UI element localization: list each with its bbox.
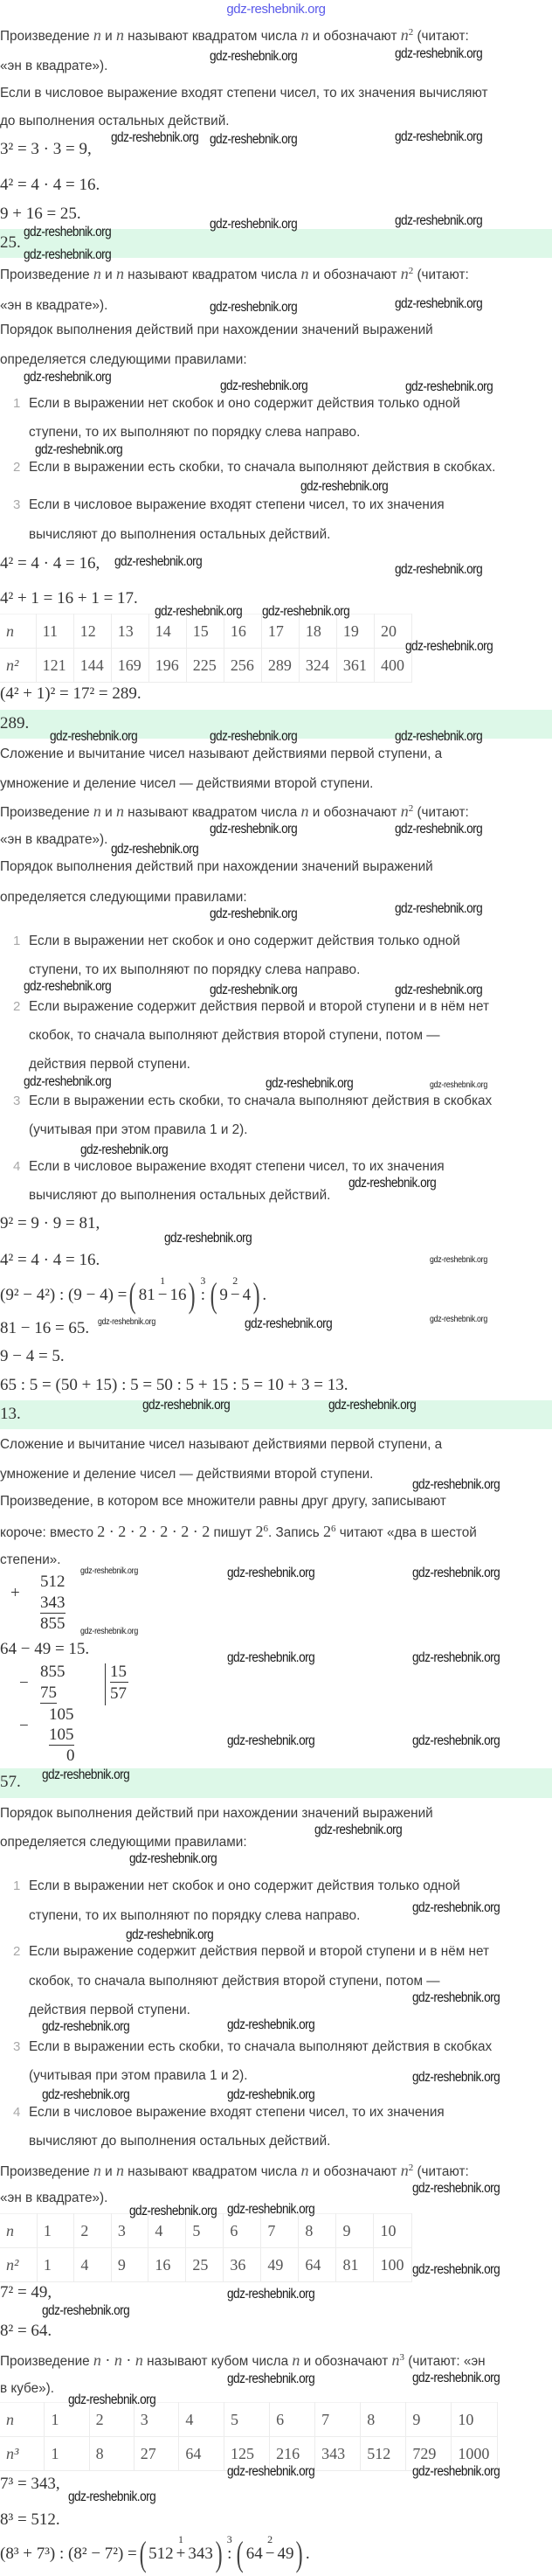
table-cell: 9 bbox=[336, 2214, 374, 2248]
rule-powers: Если в числовое выражение входят степени чисел, то их значения bbox=[29, 497, 445, 512]
table-cell: 1 bbox=[45, 2403, 89, 2437]
watermark: gdz-reshebnik.org bbox=[412, 2070, 500, 2085]
n-row bbox=[0, 2403, 498, 2437]
watermark: gdz-reshebnik.org bbox=[430, 1080, 487, 1090]
watermark: gdz-reshebnik.org bbox=[42, 2019, 130, 2034]
order-heading-line2: определяется следующими правилами: bbox=[0, 890, 247, 905]
order-expression: (9² − 4²) : (9 − 4) = ( 81 1 − 16 ) 3 : ( 9 2 − 4 ) . bbox=[0, 1274, 267, 1315]
table-cell: 9 bbox=[111, 2248, 148, 2282]
table-cell: 4 bbox=[148, 2214, 186, 2248]
watermark: gdz-reshebnik.org bbox=[227, 2087, 315, 2102]
answer-band bbox=[0, 1400, 552, 1429]
watermark: gdz-reshebnik.org bbox=[412, 2262, 500, 2277]
table-cell: 2 bbox=[74, 2214, 112, 2248]
rule-powers-line2: вычисляют до выполнения остальных действий. bbox=[29, 1188, 331, 1203]
rule-stages-line2: скобок, то сначала выполняют действия второй ступени, потом — bbox=[29, 1028, 440, 1043]
watermark: gdz-reshebnik.org bbox=[412, 2181, 500, 2196]
watermark: gdz-reshebnik.org bbox=[98, 1317, 155, 1327]
rule-number: 1 bbox=[13, 1878, 21, 1893]
power-definition-line3: степени». bbox=[0, 1552, 61, 1567]
square-definition-line2: «эн в квадрате»). bbox=[0, 2191, 108, 2205]
watermark: gdz-reshebnik.org bbox=[227, 2464, 315, 2479]
division-bar bbox=[105, 1663, 106, 1705]
table-cell: 9 bbox=[406, 2403, 452, 2437]
squares-table bbox=[0, 2213, 412, 2282]
rule-number: 4 bbox=[13, 1159, 21, 1174]
watermark: gdz-reshebnik.org bbox=[395, 129, 483, 144]
cubes-table bbox=[0, 2402, 498, 2471]
watermark: gdz-reshebnik.org bbox=[412, 1566, 500, 1580]
watermark: gdz-reshebnik.org bbox=[42, 2087, 130, 2102]
table-cell: 3 bbox=[111, 2214, 148, 2248]
rule-stages: Если выражение содержит действия первой и второй ступени и в нём нет bbox=[29, 999, 489, 1014]
rule-left-to-right: Если в выражении нет скобок и оно содержит действия только одной bbox=[29, 1878, 460, 1893]
watermark: gdz-reshebnik.org bbox=[395, 46, 483, 61]
dividend: 855 bbox=[40, 1663, 66, 1681]
watermark: gdz-reshebnik.org bbox=[164, 1231, 252, 1246]
watermark: gdz-reshebnik.org bbox=[412, 2371, 500, 2385]
watermark: gdz-reshebnik.org bbox=[430, 1315, 487, 1324]
table-cell: 10 bbox=[374, 2214, 412, 2248]
watermark: gdz-reshebnik.org bbox=[412, 2464, 500, 2479]
table-cell: 125 bbox=[224, 2437, 270, 2471]
answer: 13. bbox=[0, 1405, 21, 1423]
rule-number: 1 bbox=[13, 396, 21, 411]
cube-definition-line2: в кубе»). bbox=[0, 2381, 55, 2396]
step: 81 − 16 = 65. bbox=[0, 1319, 90, 1337]
square-definition: Произведение n и n называют квадратом числа n и обозначают $n^2$ (читают: bbox=[0, 26, 469, 44]
table-cell: 64 bbox=[179, 2437, 224, 2471]
rule-powers-line2: вычисляют до выполнения остальных действий. bbox=[29, 2134, 331, 2149]
watermark: gdz-reshebnik.org bbox=[245, 1316, 333, 1331]
table-cell: 324 bbox=[299, 649, 336, 683]
watermark: gdz-reshebnik.org bbox=[80, 1142, 169, 1157]
table-cell: 100 bbox=[374, 2248, 412, 2282]
table-cell: 19 bbox=[336, 614, 374, 649]
table-cell: 5 bbox=[224, 2403, 270, 2437]
table-cell: 225 bbox=[186, 649, 224, 683]
watermark: gdz-reshebnik.org bbox=[24, 1074, 112, 1089]
power-definition-line2: короче: вместо 2 · 2 · 2 · 2 · 2 · 2 пишут $2^6$. Запись $2^6$ читают «два в шестой bbox=[0, 1523, 477, 1540]
watermark: gdz-reshebnik.org bbox=[405, 379, 493, 394]
table-cell: 7 bbox=[315, 2403, 361, 2437]
rule-brackets: Если в выражении есть скобки, то сначала выполняют действия в скобках bbox=[29, 1094, 493, 1108]
rule-left-to-right: Если в выражении нет скобок и оно содержит действия только одной bbox=[29, 934, 460, 948]
table-cell: 8 bbox=[299, 2214, 336, 2248]
table-cell: 18 bbox=[299, 614, 336, 649]
watermark: gdz-reshebnik.org bbox=[430, 1255, 487, 1265]
step: 8² = 64. bbox=[0, 2322, 52, 2340]
divisor: 15 bbox=[110, 1663, 127, 1681]
table-cell: 27 bbox=[134, 2437, 179, 2471]
watermark: gdz-reshebnik.org bbox=[24, 247, 112, 262]
watermark: gdz-reshebnik.org bbox=[111, 130, 199, 145]
answer: 57. bbox=[0, 1773, 21, 1791]
value-row bbox=[0, 2248, 412, 2282]
watermark: gdz-reshebnik.org bbox=[405, 639, 493, 654]
table-cell: 7 bbox=[261, 2214, 299, 2248]
order-heading: Порядок выполнения действий при нахождении значений выражений bbox=[0, 1806, 433, 1821]
value-row bbox=[0, 649, 412, 683]
rule-number: 1 bbox=[13, 934, 21, 948]
watermark: gdz-reshebnik.org bbox=[210, 217, 298, 232]
watermark: gdz-reshebnik.org bbox=[42, 2303, 130, 2318]
table-cell: 729 bbox=[406, 2437, 452, 2471]
watermark: gdz-reshebnik.org bbox=[395, 901, 483, 916]
watermark: gdz-reshebnik.org bbox=[395, 822, 483, 837]
table-cell: 2 bbox=[89, 2403, 134, 2437]
rule-powers: Если в числовое выражение входят степени чисел, то их значения bbox=[29, 1159, 445, 1174]
table-cell: 6 bbox=[270, 2403, 315, 2437]
watermark: gdz-reshebnik.org bbox=[114, 554, 203, 569]
table-cell: 12 bbox=[73, 614, 111, 649]
square-definition: Произведение n и n называют квадратом числа n и обозначают $n^2$ (читают: bbox=[0, 2162, 469, 2179]
watermark: gdz-reshebnik.org bbox=[80, 1627, 138, 1636]
watermark: gdz-reshebnik.org bbox=[68, 2489, 156, 2504]
watermark: gdz-reshebnik.org bbox=[328, 1398, 417, 1413]
watermark: gdz-reshebnik.org bbox=[210, 729, 298, 744]
watermark: gdz-reshebnik.org bbox=[24, 979, 112, 994]
watermark: gdz-reshebnik.org bbox=[412, 1477, 500, 1492]
order-expression: (8³ + 7³) : (8² − 7²) = ( 512 1 + 343 ) 3 : ( 64 2 − 49 ) . bbox=[0, 2533, 310, 2573]
rule-stages: Если выражение содержит действия первой и второй ступени и в нём нет bbox=[29, 1944, 489, 1959]
table-cell: 1 bbox=[37, 2214, 74, 2248]
step: 7³ = 343, bbox=[0, 2475, 60, 2493]
watermark: gdz-reshebnik.org bbox=[80, 1566, 138, 1576]
rule-number: 2 bbox=[13, 1944, 21, 1959]
watermark: gdz-reshebnik.org bbox=[35, 442, 123, 457]
order-heading-line2: определяется следующими правилами: bbox=[0, 1835, 247, 1850]
table-cell: 8 bbox=[89, 2437, 134, 2471]
watermark: gdz-reshebnik.org bbox=[129, 1851, 217, 1866]
table-cell: 196 bbox=[148, 649, 186, 683]
step: 7² = 49, bbox=[0, 2283, 52, 2302]
rule-left-to-right-line2: ступени, то их выполняют по порядку слева направо. bbox=[29, 962, 361, 977]
table-cell: 13 bbox=[111, 614, 148, 649]
step: 9² = 9 · 9 = 81, bbox=[0, 1214, 100, 1232]
table-cell: 343 bbox=[315, 2437, 361, 2471]
watermark: gdz-reshebnik.org bbox=[220, 378, 308, 393]
watermark: gdz-reshebnik.org bbox=[227, 1566, 315, 1580]
rule-powers: Если в числовое выражение входят степени чисел, то их значения bbox=[29, 2105, 445, 2120]
step: 4² = 4 · 4 = 16. bbox=[0, 176, 100, 194]
powers-statement-line2: до выполнения остальных действий. bbox=[0, 114, 230, 128]
step: 4² = 4 · 4 = 16, bbox=[0, 554, 100, 573]
power-definition: Произведение, в котором все множители равны друг другу, записывают bbox=[0, 1494, 446, 1509]
watermark: gdz-reshebnik.org bbox=[129, 2204, 217, 2218]
table-cell: 216 bbox=[270, 2437, 315, 2471]
table-cell: 6 bbox=[224, 2214, 261, 2248]
table-cell: 20 bbox=[374, 614, 411, 649]
row-header: n bbox=[0, 2403, 45, 2437]
rule-number: 4 bbox=[13, 2105, 21, 2120]
table-cell: 25 bbox=[186, 2248, 224, 2282]
step: 9 − 4 = 5. bbox=[0, 1347, 65, 1365]
stages-definition: Сложение и вычитание чисел называют действиями первой ступени, а bbox=[0, 1437, 443, 1452]
table-cell: 17 bbox=[261, 614, 299, 649]
watermark: gdz-reshebnik.org bbox=[210, 132, 298, 147]
watermark: gdz-reshebnik.org bbox=[395, 562, 483, 577]
watermark: gdz-reshebnik.org bbox=[210, 300, 298, 315]
watermark: gdz-reshebnik.org bbox=[210, 906, 298, 921]
watermark: gdz-reshebnik.org bbox=[210, 49, 298, 64]
square-definition: Произведение n и n называют квадратом числа n и обозначают $n^2$ (читают: bbox=[0, 265, 469, 282]
watermark: gdz-reshebnik.org bbox=[262, 604, 350, 619]
addend: 512 bbox=[40, 1573, 66, 1591]
n-row bbox=[0, 614, 412, 649]
table-cell: 1 bbox=[37, 2248, 74, 2282]
square-definition: Произведение n и n называют квадратом числа n и обозначают $n^2$ (читают: bbox=[0, 802, 469, 820]
row-header: n³ bbox=[0, 2437, 45, 2471]
table-cell: 14 bbox=[148, 614, 186, 649]
addend: 343 bbox=[40, 1594, 66, 1612]
watermark: gdz-reshebnik.org bbox=[50, 729, 138, 744]
row-header: n bbox=[0, 2214, 37, 2248]
row-header: n² bbox=[0, 649, 36, 683]
rule-stages-line3: действия первой ступени. bbox=[29, 1057, 190, 1072]
watermark: gdz-reshebnik.org bbox=[227, 2202, 315, 2217]
watermark: gdz-reshebnik.org bbox=[412, 1650, 500, 1665]
row-header: n bbox=[0, 614, 36, 649]
order-heading-line2: определяется следующими правилами: bbox=[0, 352, 247, 367]
table-cell: 36 bbox=[224, 2248, 261, 2282]
rule-stages-line3: действия первой ступени. bbox=[29, 2003, 190, 2017]
watermark: gdz-reshebnik.org bbox=[412, 1900, 500, 1915]
rule-number: 2 bbox=[13, 999, 21, 1014]
remainder: 0 bbox=[66, 1746, 75, 1765]
watermark: gdz-reshebnik.org bbox=[126, 1927, 214, 1942]
rule-number: 3 bbox=[13, 497, 21, 512]
watermark: gdz-reshebnik.org bbox=[227, 1650, 315, 1665]
square-definition-line2: «эн в квадрате»). bbox=[0, 59, 108, 73]
table-cell: 4 bbox=[179, 2403, 224, 2437]
table-cell: 15 bbox=[186, 614, 224, 649]
row-header: n² bbox=[0, 2248, 37, 2282]
plus-sign: + bbox=[10, 1584, 20, 1602]
watermark: gdz-reshebnik.org bbox=[227, 2287, 315, 2302]
table-cell: 121 bbox=[36, 649, 73, 683]
table-cell: 10 bbox=[452, 2403, 498, 2437]
watermark: gdz-reshebnik.org bbox=[227, 2017, 315, 2032]
table-cell: 11 bbox=[36, 614, 73, 649]
watermark: gdz-reshebnik.org bbox=[395, 296, 483, 311]
stages-definition-line2: умножение и деление чисел — действиями второй ступени. bbox=[0, 776, 374, 791]
watermark: gdz-reshebnik.org bbox=[210, 822, 298, 837]
site-logo[interactable]: gdz-reshebnik.org bbox=[226, 2, 326, 17]
answer: 25. bbox=[0, 233, 21, 252]
remainder: 105 bbox=[49, 1705, 74, 1724]
rule-stages-line2: скобок, то сначала выполняют действия второй ступени, потом — bbox=[29, 1974, 440, 1989]
watermark: gdz-reshebnik.org bbox=[227, 1733, 315, 1748]
minus-sign: − bbox=[19, 1674, 29, 1692]
watermark: gdz-reshebnik.org bbox=[395, 729, 483, 744]
watermark: gdz-reshebnik.org bbox=[266, 1076, 354, 1091]
table-cell: 3 bbox=[134, 2403, 179, 2437]
table-cell: 512 bbox=[361, 2437, 406, 2471]
subtrahend: 105 bbox=[49, 1725, 74, 1744]
table-cell: 144 bbox=[73, 649, 111, 683]
order-heading: Порядок выполнения действий при нахождении значений выражений bbox=[0, 859, 433, 874]
subtrahend: 75 bbox=[40, 1684, 57, 1702]
square-definition-line2: «эн в квадрате»). bbox=[0, 298, 108, 313]
rule-number: 3 bbox=[13, 1094, 21, 1108]
watermark: gdz-reshebnik.org bbox=[155, 604, 243, 619]
table-cell: 49 bbox=[261, 2248, 299, 2282]
table-cell: 1 bbox=[45, 2437, 89, 2471]
watermark: gdz-reshebnik.org bbox=[24, 225, 112, 240]
step: 4² + 1 = 16 + 1 = 17. bbox=[0, 589, 138, 608]
watermark: gdz-reshebnik.org bbox=[412, 1990, 500, 2005]
table-cell: 64 bbox=[299, 2248, 336, 2282]
table-cell: 400 bbox=[374, 649, 411, 683]
cube-definition: Произведение n · n · n называют кубом числа n и обозначают $n^3$ (читают: «эн bbox=[0, 2351, 486, 2369]
minus-sign: − bbox=[19, 1717, 29, 1735]
watermark: gdz-reshebnik.org bbox=[42, 1767, 130, 1782]
rule-number: 3 bbox=[13, 2039, 21, 2054]
squares-table bbox=[0, 614, 412, 683]
rule-left-to-right-line2: ступени, то их выполняют по порядку слева направо. bbox=[29, 1908, 361, 1923]
table-cell: 256 bbox=[224, 649, 261, 683]
quotient: 57 bbox=[110, 1684, 127, 1703]
watermark: gdz-reshebnik.org bbox=[395, 982, 483, 997]
table-cell: 16 bbox=[148, 2248, 186, 2282]
table-cell: 4 bbox=[74, 2248, 112, 2282]
table-cell: 169 bbox=[111, 649, 148, 683]
stages-definition-line2: умножение и деление чисел — действиями второй ступени. bbox=[0, 1467, 374, 1482]
rule-brackets: Если в выражении есть скобки, то сначала выполняют действия в скобках. bbox=[29, 460, 496, 475]
watermark: gdz-reshebnik.org bbox=[24, 370, 112, 385]
watermark: gdz-reshebnik.org bbox=[395, 213, 483, 228]
rule-brackets-line2: (учитывая при этом правила 1 и 2). bbox=[29, 1122, 248, 1137]
answer: 289. bbox=[0, 714, 30, 733]
rule-number: 2 bbox=[13, 460, 21, 475]
final-step: (4² + 1)² = 17² = 289. bbox=[0, 684, 141, 703]
rule-brackets: Если в выражении есть скобки, то сначала выполняют действия в скобках bbox=[29, 2039, 493, 2054]
stages-definition: Сложение и вычитание чисел называют действиями первой ступени, а bbox=[0, 746, 443, 761]
watermark: gdz-reshebnik.org bbox=[227, 2371, 315, 2386]
rule-left-to-right-line2: ступени, то их выполняют по порядку слева направо. bbox=[29, 425, 361, 440]
watermark: gdz-reshebnik.org bbox=[314, 1823, 403, 1837]
table-cell: 8 bbox=[361, 2403, 406, 2437]
table-cell: 1000 bbox=[452, 2437, 498, 2471]
watermark: gdz-reshebnik.org bbox=[142, 1398, 231, 1413]
sum: 855 bbox=[40, 1614, 66, 1633]
powers-statement: Если в числовое выражение входят степени чисел, то их значения вычисляют bbox=[0, 86, 488, 101]
step: 64 − 49 = 15. bbox=[0, 1640, 90, 1658]
square-definition-line2: «эн в квадрате»). bbox=[0, 832, 108, 847]
watermark: gdz-reshebnik.org bbox=[68, 2392, 156, 2407]
rule-left-to-right: Если в выражении нет скобок и оно содержит действия только одной bbox=[29, 396, 460, 411]
step: 3² = 3 · 3 = 9, bbox=[0, 140, 92, 158]
rule-powers-line2: вычисляют до выполнения остальных действий. bbox=[29, 527, 331, 542]
order-heading: Порядок выполнения действий при нахождении значений выражений bbox=[0, 323, 433, 337]
n-row bbox=[0, 2214, 412, 2248]
watermark: gdz-reshebnik.org bbox=[412, 1733, 500, 1748]
watermark: gdz-reshebnik.org bbox=[111, 842, 199, 857]
table-cell: 361 bbox=[336, 649, 374, 683]
table-cell: 289 bbox=[261, 649, 299, 683]
watermark: gdz-reshebnik.org bbox=[300, 479, 389, 494]
step: 8³ = 512. bbox=[0, 2510, 60, 2529]
watermark: gdz-reshebnik.org bbox=[348, 1176, 437, 1191]
watermark: gdz-reshebnik.org bbox=[210, 982, 298, 997]
rule-brackets-line2: (учитывая при этом правила 1 и 2). bbox=[29, 2068, 248, 2083]
table-cell: 5 bbox=[186, 2214, 224, 2248]
step: 65 : 5 = (50 + 15) : 5 = 50 : 5 + 15 : 5 = 10 + 3 = 13. bbox=[0, 1376, 348, 1394]
table-cell: 81 bbox=[336, 2248, 374, 2282]
table-cell: 16 bbox=[224, 614, 261, 649]
step: 9 + 16 = 25. bbox=[0, 205, 81, 223]
step: 4² = 4 · 4 = 16. bbox=[0, 1251, 100, 1269]
